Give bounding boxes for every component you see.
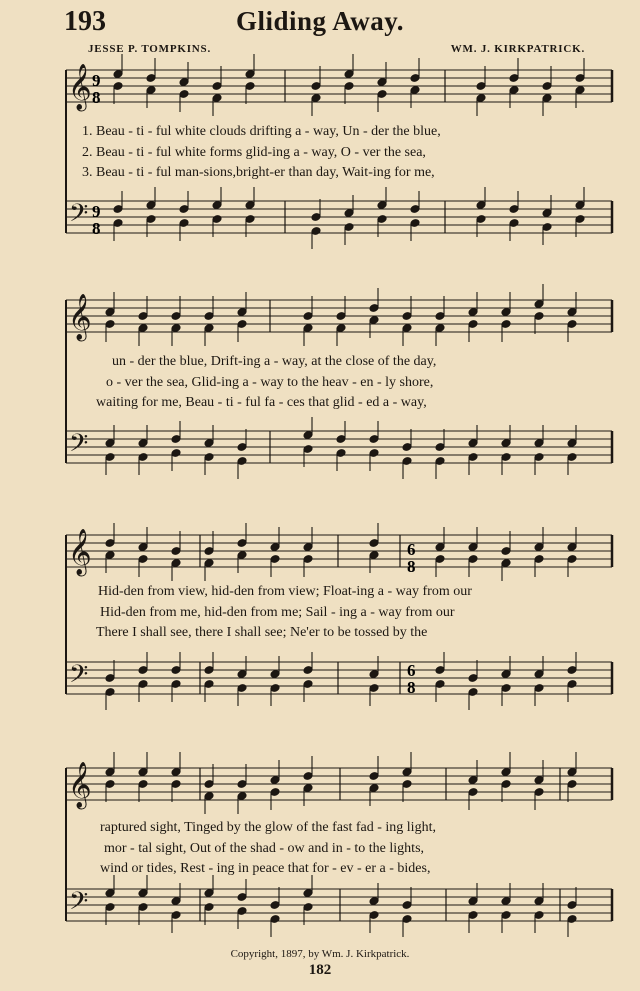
hymn-title: Gliding Away. bbox=[235, 6, 405, 36]
notes bbox=[105, 54, 585, 937]
time-sig-change-top-treble: 6 bbox=[407, 540, 416, 559]
lyric-line: 3. Beau - ti - ful man-sions,bright-er than day, Wait-ing for me, bbox=[82, 165, 435, 180]
svg-text:𝄞: 𝄞 bbox=[68, 294, 92, 340]
svg-text:𝄢: 𝄢 bbox=[69, 429, 89, 464]
lyric-line: waiting for me, Beau - ti - ful fa - ces that glid - ed a - way, bbox=[96, 395, 427, 410]
staff-lines bbox=[66, 70, 612, 921]
lyric-line: un - der the blue, Drift-ing a - way, at the close of the day, bbox=[112, 354, 437, 369]
svg-text:𝄢: 𝄢 bbox=[69, 660, 89, 695]
page-number: 182 bbox=[308, 962, 332, 978]
lyric-line: mor - tal sight, Out of the shad - ow and in - to the lights, bbox=[104, 841, 425, 856]
lyric-line: o - ver the sea, Glid-ing a - way to the heav - en - ly shore, bbox=[106, 375, 434, 390]
time-sig-bottom-bass: 8 bbox=[92, 219, 101, 238]
barlines bbox=[66, 70, 612, 921]
time-sig-change-top-bass: 6 bbox=[407, 661, 416, 680]
svg-text:𝄞: 𝄞 bbox=[68, 762, 92, 808]
hymn-number: 193 bbox=[64, 6, 106, 37]
time-sig-bottom-treble: 8 bbox=[92, 88, 101, 107]
time-sig-change-bottom-bass: 8 bbox=[407, 678, 416, 697]
time-sig-change-bottom-treble: 8 bbox=[407, 557, 416, 576]
copyright-notice: Copyright, 1897, by Wm. J. Kirkpatrick. bbox=[230, 948, 410, 960]
svg-text:𝄞: 𝄞 bbox=[68, 529, 92, 575]
lyric-line: raptured sight, Tinged by the glow of the fast fad - ing light, bbox=[100, 820, 436, 835]
svg-text:𝄢: 𝄢 bbox=[69, 887, 89, 922]
lyric-line: Hid-den from view, hid-den from view; Float-ing a - way from our bbox=[98, 584, 472, 599]
lyric-line: 1. Beau - ti - ful white clouds drifting a - way, Un - der the blue, bbox=[82, 124, 441, 139]
clefs bbox=[68, 64, 92, 922]
lyric-line: 2. Beau - ti - ful white forms glid-ing a - way, O - ver the sea, bbox=[82, 145, 426, 160]
lyric-line: Hid-den from me, hid-den from me; Sail - ing a - way from our bbox=[100, 605, 455, 620]
lyricist-credit: JESSE P. TOMPKINS. bbox=[88, 43, 212, 55]
lyric-line: wind or tides, Rest - ing in peace that for - ev - er a - bides, bbox=[100, 861, 431, 876]
composer-credit: WM. J. KIRKPATRICK. bbox=[450, 43, 585, 55]
time-sig-top-bass: 9 bbox=[92, 202, 101, 221]
svg-text:𝄞: 𝄞 bbox=[68, 64, 92, 110]
time-sig-top-treble: 9 bbox=[92, 71, 101, 90]
svg-text:𝄢: 𝄢 bbox=[69, 199, 89, 234]
lyric-line: There I shall see, there I shall see; Ne'er to be tossed by the bbox=[96, 625, 428, 640]
